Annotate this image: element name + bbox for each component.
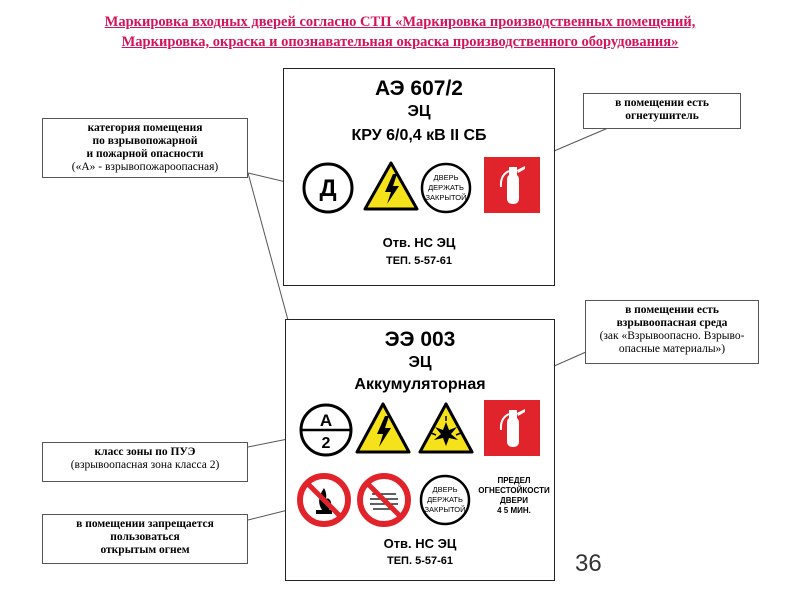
sign-top-room: КРУ 6/0,4 кВ II СБ [351,127,487,144]
door-text-3: ЗАКРЫТОЙ [424,505,466,514]
no-open-flame-icon [296,472,352,528]
door-text-2: ДЕРЖАТЬ [428,183,464,192]
sign-top-phone: ТЕП. 5-57-61 [386,255,452,267]
title-line-2: Маркировка, окраска и опознавательная окраска производственного оборудования» [121,34,679,50]
door-text-2: ДЕРЖАТЬ [427,495,463,504]
high-voltage-icon [362,159,420,213]
label-zone-class: класс зоны по ПУЭ (взрывоопасная зона класса 2) [42,442,248,482]
high-voltage-icon [354,400,412,456]
sign-top-code: АЭ 607/2 [375,77,463,100]
door-text-1: ДВЕРЬ [432,485,458,494]
sign-bottom-code: ЭЭ 003 [384,328,456,351]
sign-bottom-room: Аккумуляторная [354,376,486,393]
explosive-warning-icon [417,400,475,456]
label-extinguisher: в помещении есть огнетушитель [583,93,741,129]
door-sign-top [283,68,555,286]
title-line-1: Маркировка входных дверей согласно СТП «Маркировка производственных помещений, [104,14,696,30]
page-number: 36 [575,550,602,577]
zone-bottom: 2 [321,435,331,452]
sign-bottom-dept: ЭЦ [408,354,432,371]
sign-top-responsible: Отв. НС ЭЦ [382,235,456,250]
category-letter: Д [319,175,337,202]
zone-top: А [319,411,333,430]
door-text-3: ЗАКРЫТОЙ [425,193,467,202]
label-no-open-fire: в помещении запрещается пользоваться открытым огнем [42,514,248,564]
label-room-category: категория помещения по взрывопожарной и пожарной опасности («А» - взрывопожароопасная) [42,118,248,178]
label-explosive-environment: в помещении есть взрывоопасная среда (зак «Взрывоопасно. Взрыво- опасные материалы») [585,300,759,364]
fire-resistance-text: ПРЕДЕЛ ОГНЕСТОЙКОСТИ ДВЕРИ 4 5 МИН. [478,476,550,515]
door-text-1: ДВЕРЬ [433,173,459,182]
sign-bottom-phone: ТЕП. 5-57-61 [387,555,453,567]
fire-extinguisher-icon [484,400,540,456]
door-sign-bottom [285,319,555,581]
door-keep-closed-icon [417,472,473,528]
zone-class-icon [298,402,354,458]
door-keep-closed-icon [419,161,473,215]
category-d-icon [301,161,355,215]
sign-bottom-responsible: Отв. НС ЭЦ [383,536,457,551]
sign-top-dept: ЭЦ [407,103,431,120]
fire-extinguisher-icon [484,157,540,213]
prohibition-sign-icon [356,472,412,528]
